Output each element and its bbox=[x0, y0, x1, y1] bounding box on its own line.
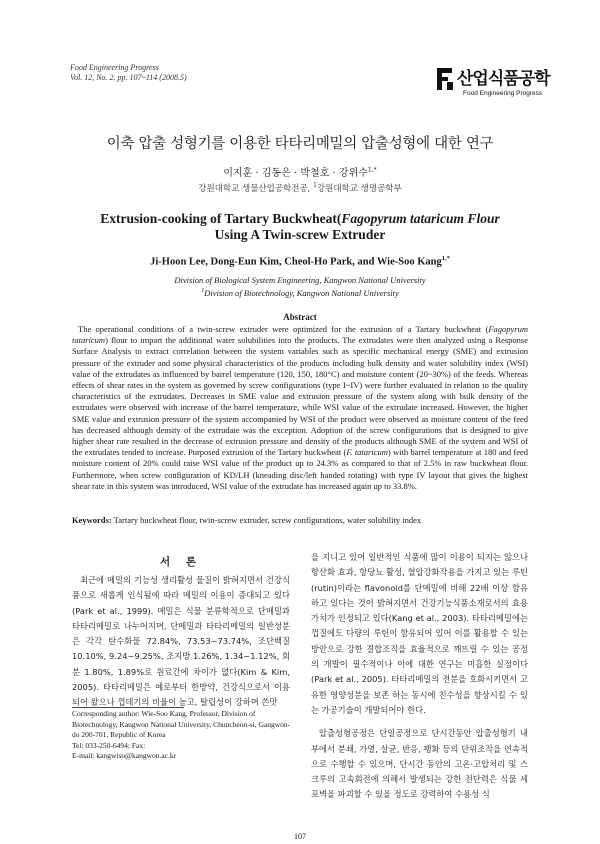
footnote-line-2: Tel: 033-250-6494; Fax: bbox=[72, 740, 146, 750]
keywords-label: Keywords: bbox=[72, 515, 112, 525]
abstract-seg1: The operational conditions of a twin-screw extruder were optimized for the extrusion of a Tartary buckwheat ( bbox=[78, 324, 489, 334]
keywords bbox=[72, 515, 528, 526]
right-column-body bbox=[311, 550, 528, 803]
english-affiliation-sup: 1 bbox=[201, 288, 205, 294]
english-title-italic: Fagopyrum tataricum Flour bbox=[341, 211, 500, 226]
corresponding-author-footnote bbox=[72, 709, 292, 762]
abstract-body bbox=[72, 324, 528, 492]
logo-english-text: Food Engineering Progress bbox=[463, 90, 543, 97]
footnote-line-1: Corresponding author: Wie-Soo Kang, Professor, Division of Biotechnology, Kangwon National University, Chuncheon-si, Gangwon-do 200-701, Republic of Korea bbox=[72, 709, 291, 739]
korean-authors-sup: 1,* bbox=[367, 166, 377, 174]
english-authors-names: Ji-Hoon Lee, Dong-Eun Kim, Cheol-Ho Park, and Wie-Soo Kang bbox=[150, 256, 442, 268]
abstract-heading: Abstract bbox=[283, 312, 317, 322]
page-number: 107 bbox=[294, 832, 306, 841]
journal-logo bbox=[437, 64, 551, 102]
english-title bbox=[0, 211, 600, 243]
section-heading-introduction: 서 론 bbox=[160, 556, 202, 568]
english-affiliation bbox=[0, 275, 600, 299]
english-title-prefix: Extrusion-cooking of Tartary Buckwheat( bbox=[100, 211, 342, 226]
korean-authors bbox=[0, 164, 600, 179]
abstract-seg1-italic: Fagopyrum tataricum bbox=[72, 324, 528, 346]
korean-affiliation-1: 강원대학교 생물산업공학전공, bbox=[198, 184, 314, 194]
abstract-seg2: ) flour to impart the additional water solubilities into the products. The extrudates were then analyzed using a Response Surface Analysis to extract correlation between the system variables such as specific mechanical energy (SME) and extrusion pressure of the extruder and some physical characteristics of the products including bulk density and water solubility index (WSI) value of the extrudates as influenced by barrel temperature (120, 150, 180°C) and moisture content (20~30%) of the feeds. Whereas effects of shear rates in the system as governed by screw configurations (type I~IV) were further evaluated in relation to the quality characteristics of the extrudates. Decreases in SME value and extrusion pressure of the system along with bulk density of the extrudates were observed with increase of the barrel temperature, while WSI value of the extrudate increased. However, the higher SME value and extrusion pressure of the system accompanied by WSI of the product were observed as moisture content of the feed has decreased although density of the extrudate was the exception. Adoption of the screw configurations that is designed to give higher shear rate resulted in the decrease of extrusion pressure and density of the products although SME of the system and WSI of the extrudates tended to increase. Purposed extrusion of the Tartary buckwheat ( bbox=[72, 335, 528, 458]
journal-volume: Vol. 12, No. 2. pp. 107~114 (2008.5) bbox=[70, 73, 187, 82]
english-title-line2: Using A Twin-screw Extruder bbox=[214, 227, 386, 242]
logo-korean-text: 산업식품공학 bbox=[457, 69, 550, 89]
footnote-divider bbox=[72, 707, 184, 708]
logo-mark-icon bbox=[437, 68, 454, 90]
right-paragraph-1: 을 지니고 있어 일반적인 식품에 많이 이용이 되지는 않으나 항산화 효과, 항당뇨 활성, 혈압강화작용을 가지고 있는 루틴(rutin)이라는 flavonoid를 단메밀에 비해 22배 이상 함유하고 있다는 것이 밝혀지면서 건강기능식품소재로서의 효용가치가 인정되고 있다(Kang et al., 2003). 타타리메밀에는 껍질에도 다량의 루틴이 함유되어 있어 이를 활용할 수 있는 방안으로 강한 결합조직을 효율적으로 깨뜨릴 수 있는 공정의 개발이 필수적이나 이에 대한 연구는 미흡한 실정이다(Park et al., 2005). 타타리메밀의 전분을 호화시키면서 고유한 영양성분을 보존 하는 동시에 친수성을 향상시킬 수 있는 가공기술이 개발되어야 한다. bbox=[311, 552, 528, 715]
korean-title: 이축 압출 성형기를 이용한 타타리메밀의 압출성형에 대한 연구 bbox=[106, 136, 494, 152]
abstract-seg3: ) with barrel temperature at 180 and feed moisture content of 20% could raise WSI value of the product up to 24.3% as compared to that of 2.5% in raw buckwheat flour. Furthermore, when screw configuration of KD/LH (kneading disc/left handed rotating) with type IV layout that gives the highest shear rate in this system was introduced, WSI value of the extrudate has increased again up to 33.8%. bbox=[72, 447, 528, 491]
english-affiliation-2-wrap bbox=[0, 286, 600, 299]
right-paragraph-2: 압출성형공정은 단일공정으로 단시간동안 압출성형기 내부에서 분쇄, 가열, 살균, 반응, 팽화 등의 단위조작을 연속적으로 수행할 수 있으며, 단시간 동안의 고온·고압처리 및 스크루의 고속회전에 의해서 발생되는 강한 전단력은 식물 세포벽을 파괴할 수 있을 정도로 강력하여 수용성 식 bbox=[311, 728, 528, 800]
english-affiliation-2: Division of Biotechnology, Kangwon National University bbox=[204, 287, 399, 298]
korean-authors-names: 이지훈 · 김동은 · 박철호 · 강위수 bbox=[223, 168, 368, 179]
left-column-body: 최근에 메밀의 기능성 생리활성 물질이 밝혀지면서 건강식품으로 새롭게 인식됨에 따라 메밀의 이용이 증대되고 있다(Park et al., 1999). 메밀은 식물 분류학적으로 단메밀과 타타리메밀로 나누어지며, 단메밀과 타타리메밀의 일반성분은 각각 탄수화물 72.84%, 73.53~73.74%, 조단백질 10.10%, 9.24~9.25%, 조지방 1.26%, 1.34~1.12%, 회분 1.80%, 1.89%로 원료간에 차이가 없다(Kim & Kim, 2005). 타타리메밀은 예로부터 한방약, 건강식으로서 이용되어 왔으나 껍데기의 비율이 높고, 탈립성이 강하며 쓴맛 bbox=[72, 575, 290, 708]
abstract-seg2-italic: F. tataricum bbox=[346, 447, 388, 458]
journal-header bbox=[70, 63, 187, 83]
korean-affiliation-sup: 1 bbox=[313, 182, 317, 190]
journal-name: Food Engineering Progress bbox=[70, 63, 159, 72]
english-affiliation-1: Division of Biological System Engineering, Kangwon National University bbox=[174, 275, 426, 285]
footnote-line-3: E-mail: kangwiso@kangwon.ac.kr bbox=[72, 751, 177, 760]
keywords-text: Tartary buckwheat flour, twin-screw extruder, screw configurations, water solubility index bbox=[111, 515, 422, 525]
english-authors-sup: 1,* bbox=[441, 255, 450, 262]
korean-affiliation-2: 강원대학교 생명공학부 bbox=[316, 184, 402, 194]
english-authors bbox=[0, 255, 600, 268]
korean-affiliation bbox=[0, 182, 600, 194]
